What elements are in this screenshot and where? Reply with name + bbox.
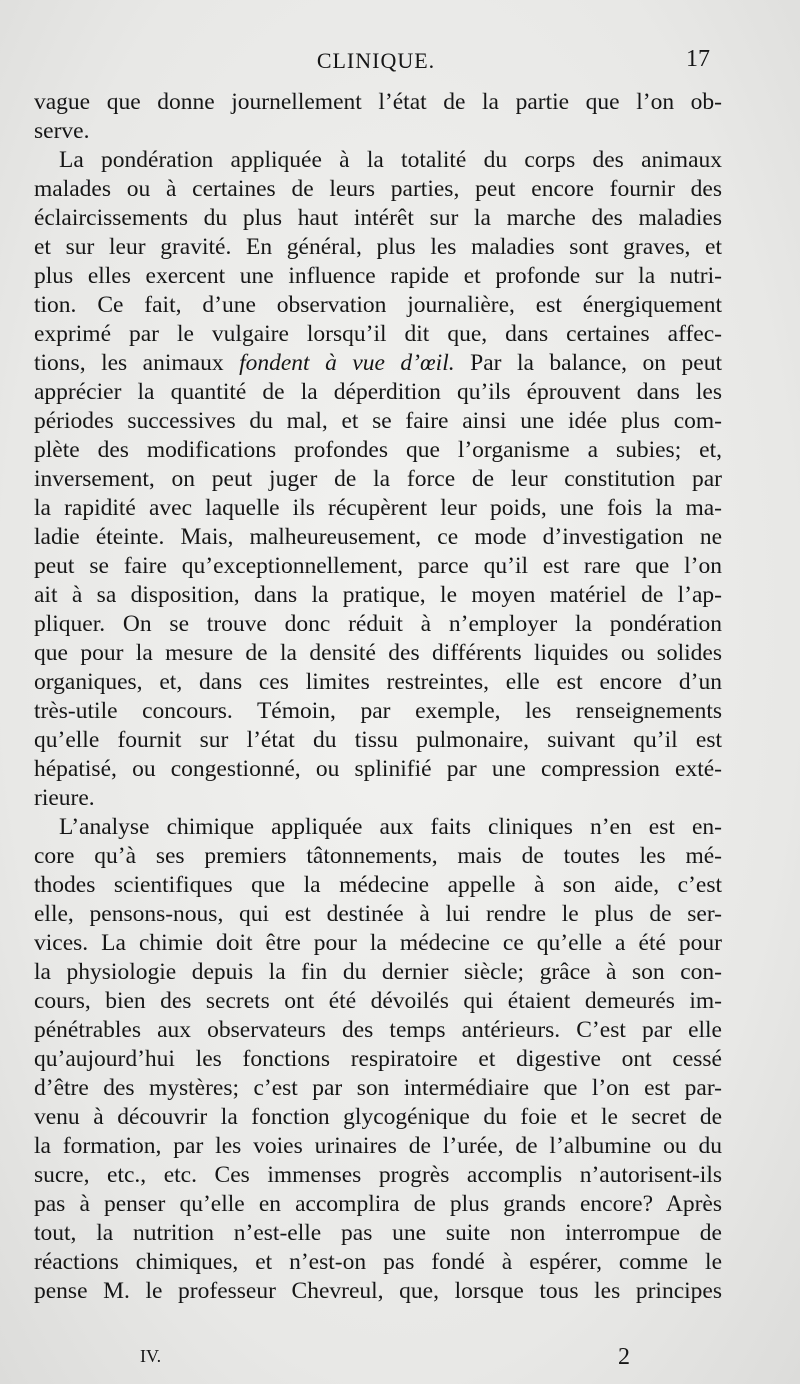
text-line: thodes scientifiques que la médecine appelle à son aide, c’est (34, 872, 722, 898)
text-line: la rapidité avec laquelle ils récupèrent leur poids, une fois la ma- (34, 495, 722, 521)
text-line: qu’aujourd’hui les fonctions respiratoire et digestive ont cessé (34, 1046, 722, 1072)
text-line: malades ou à certaines de leurs parties, peut encore fournir des (34, 176, 722, 202)
gathering-number: 2 (618, 1344, 630, 1370)
text-line: inversement, on peut juger de la force de leur constitution par (34, 466, 722, 492)
text-line: et sur leur gravité. En général, plus les maladies sont graves, et (34, 234, 722, 260)
body-text (34, 88, 722, 1306)
text-line: elle, pensons-nous, qui est destinée à lui rendre le plus de ser- (34, 901, 722, 927)
text-line: pénétrables aux observateurs des temps antérieurs. C’est par elle (34, 1017, 722, 1043)
text-line: serve. (34, 118, 90, 144)
text-line: La pondération appliquée à la totalité du corps des animaux (59, 147, 722, 173)
text-line: L’analyse chimique appliquée aux faits cliniques n’en est en- (59, 814, 722, 840)
text-segment: tions, les animaux (34, 350, 240, 376)
text-line: plus elles exercent une influence rapide et profonde sur la nutri- (34, 263, 722, 289)
text-segment: Par la balance, on peut (454, 350, 722, 376)
text-line: que pour la mesure de la densité des différents liquides ou solides (34, 640, 722, 666)
text-line: qu’elle fournit sur l’état du tissu pulmonaire, suivant qu’il est (34, 727, 722, 753)
text-line: tion. Ce fait, d’une observation journalière, est énergiquement (34, 292, 722, 318)
text-line: ait à sa disposition, dans la pratique, le moyen matériel de l’ap- (34, 582, 722, 608)
text-line: tout, la nutrition n’est-elle pas une suite non interrompue de (34, 1220, 722, 1246)
text-line: organiques, et, dans ces limites restreintes, elle est encore d’un (34, 669, 722, 695)
page-header (36, 44, 716, 80)
text-line: éclaircissements du plus haut intérêt sur la marche des maladies (34, 205, 722, 231)
text-line: la formation, par les voies urinaires de l’urée, de l’albumine ou du (34, 1133, 722, 1159)
text-line: ladie éteinte. Mais, malheureusement, ce mode d’investigation ne (34, 524, 722, 550)
running-title: CLINIQUE. (316, 48, 436, 73)
text-line: apprécier la quantité de la déperdition qu’ils éprouvent dans les (34, 379, 722, 405)
text-line: exprimé par le vulgaire lorsqu’il dit que, dans certaines affec- (34, 321, 722, 347)
page-footer (34, 1346, 722, 1376)
text-line: hépatisé, ou congestionné, ou splinifié par une compression exté- (34, 756, 722, 782)
text-line: venu à découvrir la fonction glycogénique du foie et le secret de (34, 1104, 722, 1130)
text-line: réactions chimiques, et n’est-on pas fondé à espérer, comme le (34, 1249, 722, 1275)
text-line: vague que donne journellement l’état de la partie que l’on ob- (34, 89, 722, 115)
text-line: plète des modifications profondes que l’organisme a subies; et, (34, 437, 722, 463)
signature-mark: IV. (140, 1346, 162, 1366)
text-line (34, 349, 722, 378)
text-line: rieure. (34, 785, 95, 811)
text-line: vices. La chimie doit être pour la médecine ce qu’elle a été pour (34, 930, 722, 956)
text-line: pas à penser qu’elle en accomplira de plus grands encore? Après (34, 1191, 722, 1217)
text-line: pliquer. On se trouve donc réduit à n’employer la pondération (34, 611, 722, 637)
text-line: sucre, etc., etc. Ces immenses progrès accomplis n’autorisent-ils (34, 1162, 722, 1188)
text-line: la physiologie depuis la fin du dernier siècle; grâce à son con- (34, 959, 722, 985)
text-line: d’être des mystères; c’est par son intermédiaire que l’on est par- (34, 1075, 722, 1101)
text-line: très-utile concours. Témoin, par exemple, les renseignements (34, 698, 722, 724)
page-number: 17 (686, 46, 710, 72)
text-line: périodes successives du mal, et se faire ainsi une idée plus com- (34, 408, 722, 434)
italic-phrase: fondent à vue d’œil. (239, 350, 455, 376)
text-line: pense M. le professeur Chevreul, que, lorsque tous les principes (34, 1278, 722, 1304)
text-line: core qu’à ses premiers tâtonnements, mais de toutes les mé- (34, 843, 722, 869)
text-line: cours, bien des secrets ont été dévoilés qui étaient demeurés im- (34, 988, 722, 1014)
text-line: peut se faire qu’exceptionnellement, parce qu’il est rare que l’on (34, 553, 722, 579)
